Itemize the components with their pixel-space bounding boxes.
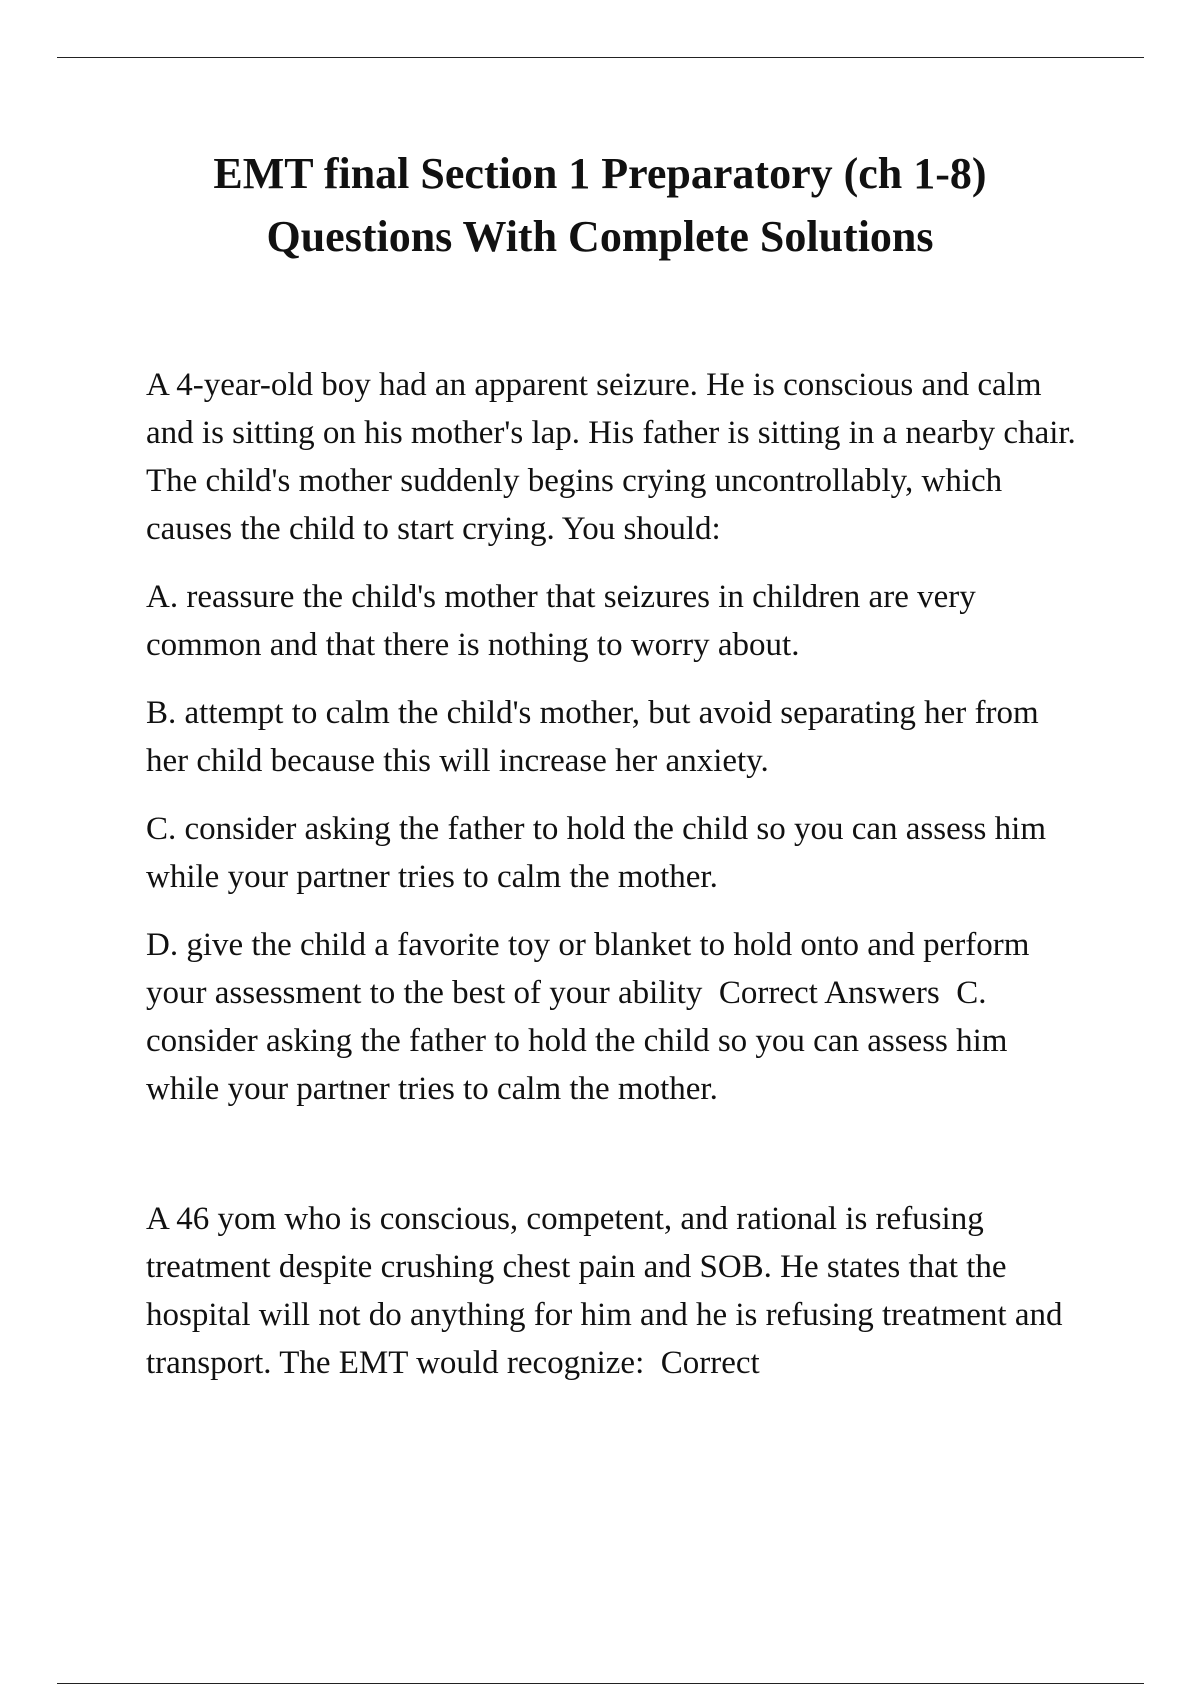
title-line-1: EMT final Section 1 Preparatory (ch 1-8) — [213, 149, 987, 198]
question-1-option-b: B. attempt to calm the child's mother, but avoid separating her from her child because this will increase her anxiety. — [146, 695, 1047, 779]
page-title — [100, 142, 1100, 268]
top-rule — [57, 57, 1144, 58]
question-2-prompt: A 46 yom who is conscious, competent, and rational is refusing treatment despite crushing chest pain and SOB. He states that the hospital will not do anything for him and he is refusing treatment and transport. The EMT would recognize: Correct — [146, 1201, 1071, 1381]
question-1-prompt: A 4-year-old boy had an apparent seizure. He is conscious and calm and is sitting on his mother's lap. His father is sitting in a nearby chair. The child's mother suddenly begins crying uncontrollably, which causes the child to start crying. You should: — [146, 367, 1084, 547]
bottom-rule — [57, 1683, 1144, 1684]
title-line-2: Questions With Complete Solutions — [266, 212, 934, 261]
question-1-option-c: C. consider asking the father to hold the child so you can assess him while your partner tries to calm the mother. — [146, 811, 1055, 895]
question-1-option-a: A. reassure the child's mother that seizures in children are very common and that there is nothing to worry about. — [146, 579, 984, 663]
question-1-option-d-answer: D. give the child a favorite toy or blanket to hold onto and perform your assessment to the best of your ability Correct Answers C. consider asking the father to hold the child so you can assess him while your partner tries to calm the mother. — [146, 927, 1038, 1107]
document-body — [146, 361, 1084, 1407]
